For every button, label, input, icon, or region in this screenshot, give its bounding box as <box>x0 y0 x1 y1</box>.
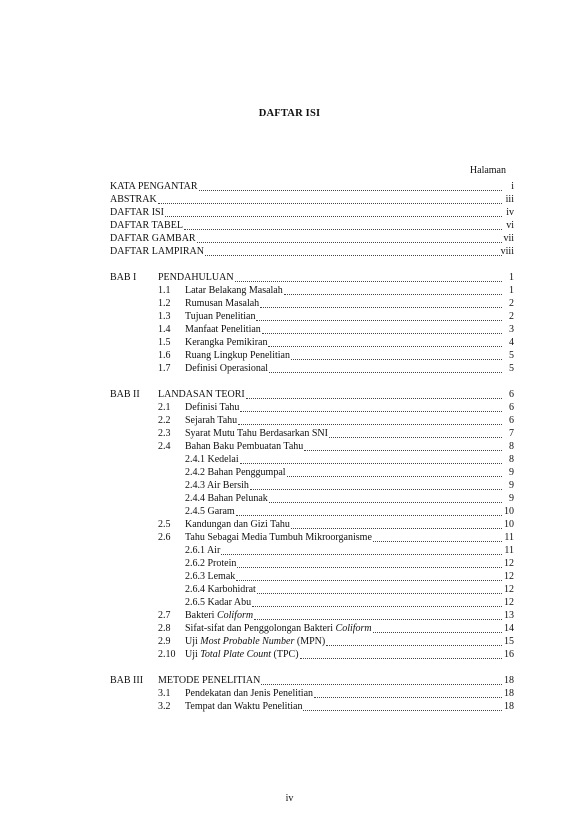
toc-page-number: 10 <box>504 519 514 530</box>
toc-chapter-label: BAB II <box>110 389 140 400</box>
toc-entry <box>110 349 514 362</box>
toc-entry-title <box>110 245 204 258</box>
toc-title-part: Pendekatan dan Jenis Penelitian <box>185 688 314 699</box>
toc-page-number: 1 <box>509 272 514 283</box>
toc-dot-leader <box>158 194 502 204</box>
toc-entry <box>110 505 514 518</box>
toc-dot-leader <box>303 701 502 711</box>
toc-dot-leader <box>237 558 502 568</box>
toc-page-number: viii <box>500 246 514 257</box>
toc-dot-leader <box>329 428 502 438</box>
toc-section-number: 1.6 <box>158 350 171 361</box>
toc-entry <box>110 635 514 648</box>
toc-dot-leader <box>252 597 502 607</box>
toc-title-part: LANDASAN TEORI <box>158 389 245 400</box>
toc-entry <box>110 245 514 258</box>
toc-entry <box>110 596 514 609</box>
toc-section-number: 2.3 <box>158 428 171 439</box>
toc-dot-leader <box>250 480 502 490</box>
toc-entry-title <box>185 531 372 544</box>
toc-entry <box>110 388 514 401</box>
toc-dot-leader <box>314 688 502 698</box>
toc-entry <box>110 206 514 219</box>
toc-dot-leader <box>236 571 502 581</box>
toc-page-number: 4 <box>509 337 514 348</box>
toc-dot-leader <box>300 649 502 659</box>
toc-entry <box>110 180 514 193</box>
toc-title-part: Sejarah Tahu <box>185 415 238 426</box>
toc-entry-title <box>185 557 236 570</box>
toc-entry <box>110 518 514 531</box>
toc-page-number: 18 <box>504 701 514 712</box>
toc-entry-title <box>185 505 235 518</box>
toc-page-number: 11 <box>504 545 514 556</box>
toc-entry-title <box>185 284 283 297</box>
toc-entry <box>110 323 514 336</box>
toc-entry <box>110 622 514 635</box>
toc-entry-title <box>185 336 267 349</box>
toc-title-part: 2.4.1 Kedelai <box>185 454 239 465</box>
toc-dot-leader <box>261 675 502 685</box>
toc-section-number: 1.2 <box>158 298 171 309</box>
toc-chapter-label: BAB III <box>110 675 144 686</box>
toc-dot-leader <box>199 181 502 191</box>
toc-title-part: Bahan Baku Pembuatan Tahu <box>185 441 304 452</box>
toc-page-number: 7 <box>509 428 514 439</box>
toc-dot-leader <box>291 350 502 360</box>
toc-entry <box>110 284 514 297</box>
toc-dot-leader <box>287 467 502 477</box>
toc-title-part: Manfaat Penelitian <box>185 324 261 335</box>
toc-dot-leader <box>197 233 502 243</box>
toc-dot-leader <box>254 610 502 620</box>
toc-section-number: 3.2 <box>158 701 171 712</box>
toc-section-number: 2.10 <box>158 649 176 660</box>
toc-entry <box>110 414 514 427</box>
toc-entry-title <box>110 206 164 219</box>
toc-section-number: 3.1 <box>158 688 171 699</box>
toc-dot-leader <box>304 441 502 451</box>
toc-section-number: 2.9 <box>158 636 171 647</box>
toc-entry-title <box>158 388 245 401</box>
toc-entry <box>110 310 514 323</box>
toc-entry-title <box>110 219 183 232</box>
toc-page-number: vi <box>506 220 514 231</box>
toc-dot-leader <box>184 220 502 230</box>
toc-title-part: KATA PENGANTAR <box>110 181 198 192</box>
toc-entry-title <box>185 297 259 310</box>
toc-page-number: 8 <box>509 454 514 465</box>
toc-title-part: 2.6.5 Kadar Abu <box>185 597 252 608</box>
toc-dot-leader <box>238 415 502 425</box>
toc-page-number: 3 <box>509 324 514 335</box>
page-title: DAFTAR ISI <box>258 108 321 119</box>
toc-entry-title <box>158 674 260 687</box>
toc-title-part: Ruang Lingkup Penelitian <box>185 350 290 361</box>
toc-dot-leader <box>257 584 502 594</box>
toc-entry-title <box>185 648 299 661</box>
toc-section-number: 2.6 <box>158 532 171 543</box>
toc-entry-title <box>185 466 286 479</box>
toc-section-number: 1.3 <box>158 311 171 322</box>
toc-page-number: 9 <box>509 480 514 491</box>
toc-page-number: 18 <box>504 688 514 699</box>
toc-entry-title <box>185 596 251 609</box>
toc-title-part: Tujuan Penelitian <box>185 311 256 322</box>
toc-title-part: Bakteri <box>185 610 217 621</box>
toc-dot-leader <box>235 272 502 282</box>
toc-title-part: Tempat dan Waktu Penelitian <box>185 701 303 712</box>
toc-title-part: 2.4.5 Garam <box>185 506 235 517</box>
toc-page-number: 12 <box>504 597 514 608</box>
toc-entry-title <box>185 401 239 414</box>
toc-title-part: METODE PENELITIAN <box>158 675 261 686</box>
toc-title-part: Uji <box>185 649 201 660</box>
toc-entry-title <box>185 635 325 648</box>
toc-title-part: 2.6.3 Lemak <box>185 571 236 582</box>
toc-title-part: PENDAHULUAN <box>158 272 234 283</box>
toc-dot-leader <box>373 532 502 542</box>
toc-chapter-label: BAB I <box>110 272 137 283</box>
toc-entry <box>110 609 514 622</box>
toc-entry-title <box>185 518 290 531</box>
toc-section-number: 1.5 <box>158 337 171 348</box>
toc-entry <box>110 440 514 453</box>
toc-dot-leader <box>240 402 502 412</box>
toc-page-number: iii <box>505 194 514 205</box>
toc-title-part: Tahu Sebagai Media Tumbuh Mikroorganisme <box>185 532 372 543</box>
toc-entry <box>110 232 514 245</box>
toc-title-part: Kandungan dan Gizi Tahu <box>185 519 290 530</box>
toc-entry-title <box>185 687 313 700</box>
toc-title-part: ABSTRAK <box>110 194 157 205</box>
toc-page-number: 11 <box>504 532 514 543</box>
toc-title-part: 2.6.4 Karbohidrat <box>185 584 256 595</box>
toc-title-part: (MPN) <box>294 636 326 647</box>
toc-entry-title <box>185 453 239 466</box>
toc-entry-title <box>185 323 261 336</box>
toc-dot-leader <box>205 246 502 256</box>
toc-dot-leader <box>269 363 502 373</box>
toc-entry <box>110 674 514 687</box>
toc-title-part: 2.6.2 Protein <box>185 558 237 569</box>
toc-section-number: 1.7 <box>158 363 171 374</box>
toc-entry-title <box>185 570 235 583</box>
toc-page-number: 15 <box>504 636 514 647</box>
toc-entry <box>110 648 514 661</box>
toc-title-part: Total Plate Count <box>200 649 272 660</box>
toc-page-number: 6 <box>509 402 514 413</box>
toc-title-part: DAFTAR LAMPIRAN <box>110 246 204 257</box>
toc-entry-title <box>110 180 198 193</box>
toc-page-number: 8 <box>509 441 514 452</box>
toc-dot-leader <box>262 324 502 334</box>
toc-entry <box>110 297 514 310</box>
toc-entry <box>110 466 514 479</box>
toc-page-number: 10 <box>504 506 514 517</box>
toc-section-number: 2.8 <box>158 623 171 634</box>
toc-entry <box>110 479 514 492</box>
toc-entry-title <box>185 427 328 440</box>
toc-dot-leader <box>326 636 502 646</box>
toc-entry <box>110 557 514 570</box>
toc-dot-leader <box>236 506 502 516</box>
toc-section-number: 2.4 <box>158 441 171 452</box>
toc-entry-title <box>185 414 237 427</box>
toc-title-part: (TPC) <box>271 649 299 660</box>
toc-title-part: Uji <box>185 636 201 647</box>
toc-page-number: 1 <box>509 285 514 296</box>
toc-entry-title <box>110 232 196 245</box>
toc-title-part: DAFTAR GAMBAR <box>110 233 196 244</box>
toc-title-part: Latar Belakang Masalah <box>185 285 283 296</box>
toc-entry-title <box>185 492 268 505</box>
toc-page-number: 5 <box>509 363 514 374</box>
toc-title-part: Definisi Operasional <box>185 363 269 374</box>
toc-entry-title <box>185 700 302 713</box>
toc-page-number: 12 <box>504 584 514 595</box>
toc-title-part: Sifat-sifat dan Penggolongan Bakteri <box>185 623 336 634</box>
toc-title-part: Rumusan Masalah <box>185 298 260 309</box>
toc-page-number: 13 <box>504 610 514 621</box>
toc-dot-leader <box>269 493 502 503</box>
toc-title-part: 2.4.3 Air Bersih <box>185 480 249 491</box>
toc-dot-leader <box>373 623 502 633</box>
toc-entry <box>110 687 514 700</box>
toc-section-number: 2.1 <box>158 402 171 413</box>
toc-section-number: 2.2 <box>158 415 171 426</box>
toc-dot-leader <box>165 207 502 217</box>
toc-title-part: Syarat Mutu Tahu Berdasarkan SNI <box>185 428 328 439</box>
toc-entry-title <box>185 544 220 557</box>
toc-section-number: 1.4 <box>158 324 171 335</box>
toc-section-number: 2.7 <box>158 610 171 621</box>
toc-entry-title <box>185 622 372 635</box>
toc-entry-title <box>110 193 157 206</box>
toc-section-number: 2.5 <box>158 519 171 530</box>
toc-dot-leader <box>246 389 502 399</box>
toc-entry-title <box>185 362 268 375</box>
toc-page-number: 12 <box>504 558 514 569</box>
toc-page-number: 9 <box>509 493 514 504</box>
toc-page-number: 5 <box>509 350 514 361</box>
toc-entry <box>110 427 514 440</box>
toc-page-number: 6 <box>509 415 514 426</box>
toc-page-number: 9 <box>509 467 514 478</box>
toc-entry <box>110 544 514 557</box>
toc-page-number: 12 <box>504 571 514 582</box>
toc-title-part: Coliform <box>216 610 254 621</box>
toc-entry <box>110 362 514 375</box>
toc-entry <box>110 271 514 284</box>
toc-entry <box>110 219 514 232</box>
toc-entry-title <box>185 479 249 492</box>
toc-dot-leader <box>260 298 502 308</box>
toc-entry <box>110 401 514 414</box>
toc-page-number: 18 <box>504 675 514 686</box>
toc-section-number: 1.1 <box>158 285 171 296</box>
toc-entry-title <box>158 271 234 284</box>
toc-entry <box>110 700 514 713</box>
toc-dot-leader <box>291 519 502 529</box>
toc-page-number: 14 <box>504 623 514 634</box>
toc-entry <box>110 531 514 544</box>
toc-entry <box>110 336 514 349</box>
toc-entry <box>110 193 514 206</box>
toc-entry <box>110 583 514 596</box>
toc-page-number: iv <box>506 207 514 218</box>
toc-title-part: Most Probable Number <box>200 636 295 647</box>
toc-title-part: 2.4.4 Bahan Pelunak <box>185 493 268 504</box>
page-number: iv <box>285 793 294 804</box>
toc-title-part: 2.4.2 Bahan Penggumpal <box>185 467 286 478</box>
toc-entry-title <box>185 349 290 362</box>
toc-page-number: 2 <box>509 298 514 309</box>
page-column-header: Halaman <box>469 165 506 176</box>
toc-entry-title <box>185 609 253 622</box>
toc-title-part: Coliform <box>335 623 372 634</box>
toc-entry-title <box>185 440 303 453</box>
toc-title-part: Kerangka Pemikiran <box>185 337 268 348</box>
toc-dot-leader <box>240 454 502 464</box>
toc-page-number: i <box>511 181 514 192</box>
toc-dot-leader <box>221 545 502 555</box>
toc-dot-leader <box>284 285 502 295</box>
toc-entry <box>110 570 514 583</box>
toc-entry <box>110 453 514 466</box>
toc-entry <box>110 492 514 505</box>
toc-page-number: 6 <box>509 389 514 400</box>
toc-page-number: vii <box>503 233 514 244</box>
toc-dot-leader <box>268 337 502 347</box>
toc-title-part: DAFTAR ISI <box>110 207 164 218</box>
toc-page-number: 2 <box>509 311 514 322</box>
toc-page-number: 16 <box>504 649 514 660</box>
toc-title-part: DAFTAR TABEL <box>110 220 183 231</box>
toc-entry-title <box>185 310 255 323</box>
toc-title-part: Definisi Tahu <box>185 402 240 413</box>
toc-title-part: 2.6.1 Air <box>185 545 221 556</box>
toc-entry-title <box>185 583 256 596</box>
toc-dot-leader <box>256 311 502 321</box>
